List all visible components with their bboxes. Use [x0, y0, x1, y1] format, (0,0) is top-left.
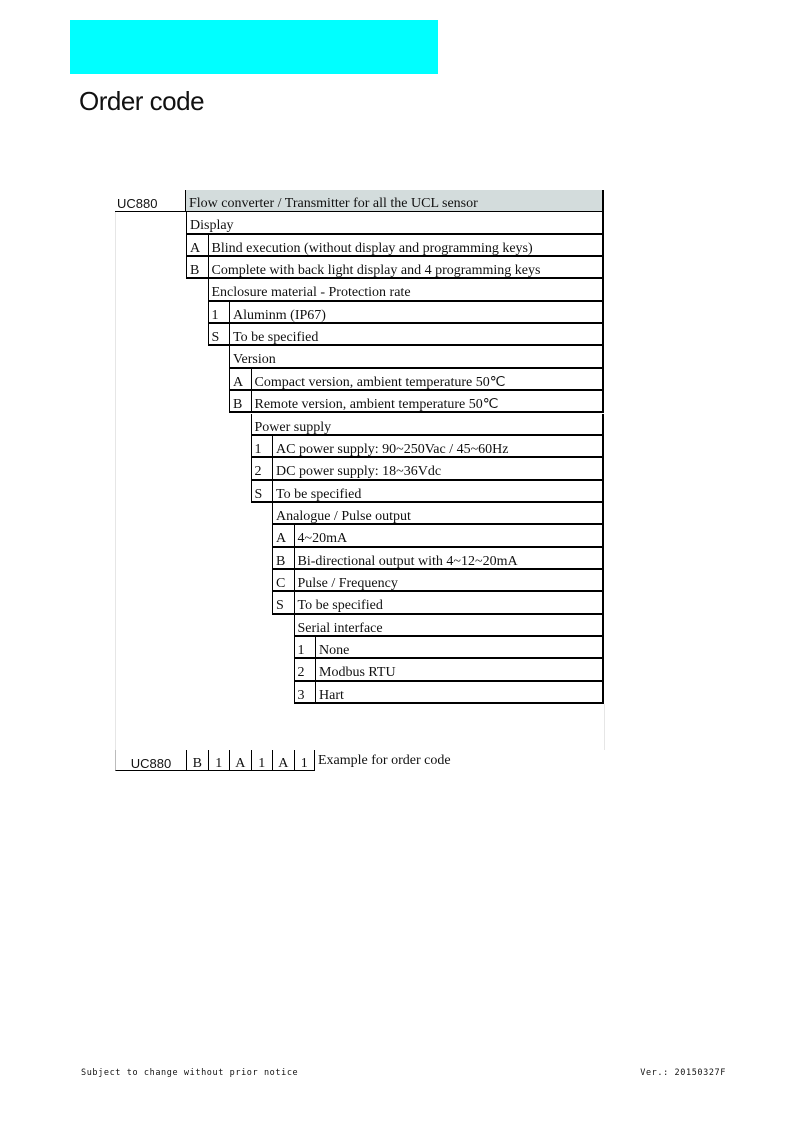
- option-code: S: [251, 481, 273, 503]
- option-description: Pulse / Frequency: [294, 570, 605, 592]
- option-group-title: Power supply: [251, 414, 605, 436]
- option-description: To be specified: [229, 324, 604, 346]
- option-description: Hart: [315, 682, 604, 704]
- example-option-code: 1: [208, 750, 230, 771]
- page-title: Order code: [79, 86, 205, 116]
- option-description: AC power supply: 90~250Vac / 45~60Hz: [272, 436, 604, 458]
- option-code: C: [272, 570, 294, 592]
- option-description: To be specified: [294, 592, 605, 614]
- option-code: 3: [294, 682, 316, 704]
- option-code: 1: [208, 302, 230, 324]
- option-group-title: Version: [229, 346, 604, 368]
- example-option-code: A: [229, 750, 251, 771]
- option-description: Compact version, ambient temperature 50℃: [251, 369, 605, 391]
- option-code: 1: [251, 436, 273, 458]
- option-code: S: [272, 592, 294, 614]
- option-description: To be specified: [272, 481, 604, 503]
- option-description: None: [315, 637, 604, 659]
- option-group-title: Enclosure material - Protection rate: [208, 279, 605, 301]
- option-description: Bi-directional output with 4~12~20mA: [294, 548, 605, 570]
- footer-version: Ver.: 20150327F: [640, 1068, 726, 1078]
- option-description: Remote version, ambient temperature 50℃: [251, 391, 605, 413]
- example-model-code: UC880: [115, 750, 186, 771]
- option-code: B: [272, 548, 294, 570]
- option-code: 2: [251, 458, 273, 480]
- option-group-title: Display: [186, 212, 604, 234]
- example-option-code: 1: [251, 750, 273, 771]
- option-code: A: [186, 235, 208, 257]
- option-group-title: Analogue / Pulse output: [272, 503, 604, 525]
- model-code-label: UC880: [115, 190, 186, 212]
- option-description: Blind execution (without display and programming keys): [208, 235, 605, 257]
- option-description: DC power supply: 18~36Vdc: [272, 458, 604, 480]
- option-description: Modbus RTU: [315, 659, 604, 681]
- option-code: A: [229, 369, 251, 391]
- example-label: Example for order code: [318, 753, 451, 768]
- option-code: A: [272, 525, 294, 547]
- option-code: 1: [294, 637, 316, 659]
- option-code: B: [186, 257, 208, 279]
- product-description-header: Flow converter / Transmitter for all the UCL sensor: [186, 190, 604, 212]
- example-option-code: A: [272, 750, 294, 771]
- option-code: S: [208, 324, 230, 346]
- example-option-code: 1: [294, 750, 316, 771]
- example-option-code: B: [186, 750, 208, 771]
- option-code: 2: [294, 659, 316, 681]
- option-description: Complete with back light display and 4 programming keys: [208, 257, 605, 279]
- footer-disclaimer: Subject to change without prior notice: [81, 1068, 299, 1078]
- option-code: B: [229, 391, 251, 413]
- option-description: Aluminm (IP67): [229, 302, 604, 324]
- option-group-title: Serial interface: [294, 615, 605, 637]
- option-description: 4~20mA: [294, 525, 605, 547]
